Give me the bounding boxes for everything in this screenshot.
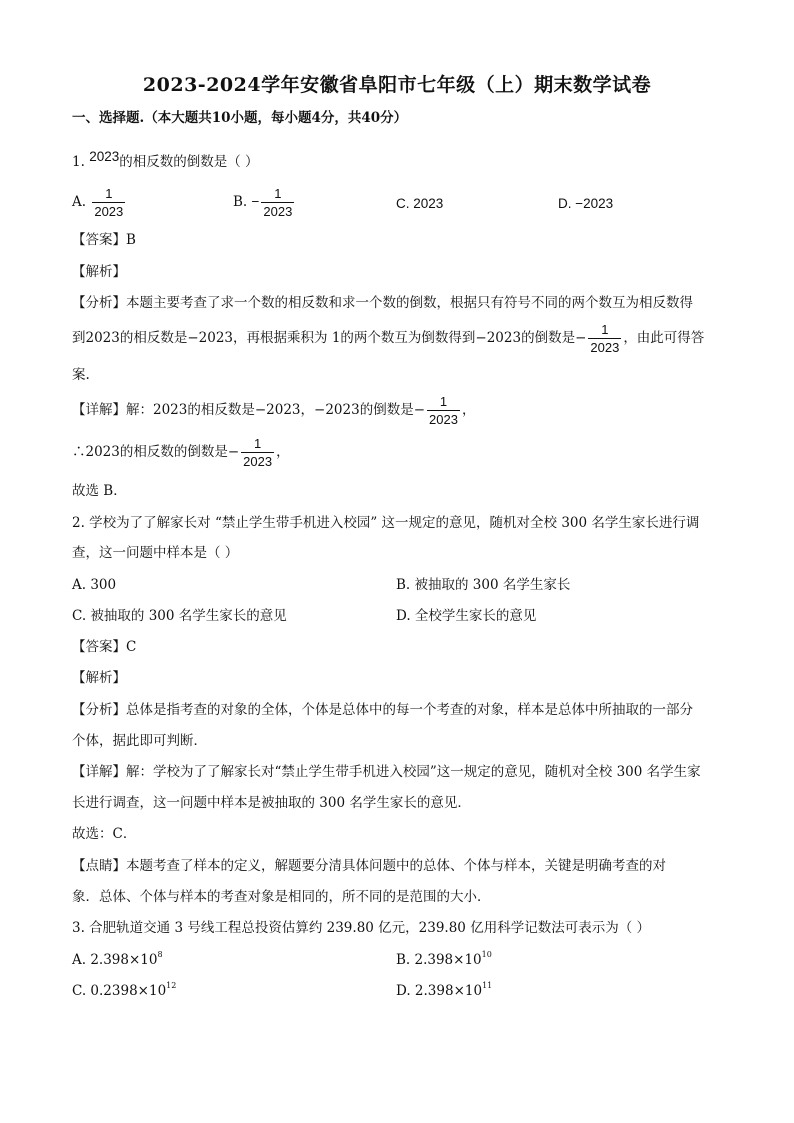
fraction bbox=[241, 436, 274, 469]
question-2-stem-line-2: 查，这一问题中样本是（ ） bbox=[72, 545, 239, 561]
page-title: 2023-2024学年安徽省阜阳市七年级（上）期末数学试卷 bbox=[142, 74, 652, 96]
q3-option-c bbox=[72, 981, 176, 1001]
q1-answer: 【答案】B bbox=[72, 232, 136, 248]
section-heading: 一、选择题.（本大题共10小题，每小题4分，共40分） bbox=[72, 110, 408, 126]
q2-dianjing-line-2: 象．总体、个体与样本的考查对象是相同的，所不同的是范围的大小． bbox=[72, 889, 491, 905]
analysis-text: 到2023的相反数是−2023，再根据乘积为 1的两个数互为倒数得到−2023的倒数是− bbox=[72, 330, 587, 346]
fraction bbox=[92, 186, 125, 219]
option-text: B. 2.398×10 bbox=[396, 952, 482, 968]
question-1-stem bbox=[72, 149, 259, 172]
q2-analysis-line-1: 【分析】总体是指考查的对象的全体，个体是总体中的每一个考查的对象，样本是总体中所抽取的一部分 bbox=[72, 702, 693, 718]
q2-option-b: B. 被抽取的 300 名学生家长 bbox=[396, 577, 571, 593]
q2-analysis-heading: 【解析】 bbox=[72, 670, 126, 686]
exponent: 11 bbox=[482, 981, 493, 990]
exponent: 10 bbox=[481, 950, 492, 959]
q1-analysis-line-3: 案. bbox=[72, 367, 90, 383]
q1-detail-line-1 bbox=[72, 394, 475, 427]
q1-analysis-heading: 【解析】 bbox=[72, 264, 126, 280]
q2-option-a: A. 300 bbox=[72, 577, 117, 593]
therefore-text: ， bbox=[276, 444, 290, 460]
q1-analysis-line-1: 【分析】本题主要考查了求一个数的相反数和求一个数的倒数，根据只有符号不同的两个数互为相反数得 bbox=[72, 295, 693, 311]
option-text: D. 2.398×10 bbox=[396, 983, 483, 999]
numerator: 1 bbox=[105, 186, 113, 201]
numerator: 1 bbox=[439, 394, 448, 409]
fraction bbox=[427, 394, 460, 427]
denominator: 2023 bbox=[94, 204, 124, 219]
stem-text: 的相反数的倒数是（ ） bbox=[119, 154, 259, 170]
q1-choose: 故选 B． bbox=[72, 483, 127, 499]
exponent: 8 bbox=[157, 950, 163, 959]
fraction bbox=[261, 186, 294, 219]
q2-answer: 【答案】C bbox=[72, 639, 137, 655]
q1-therefore-line bbox=[72, 436, 290, 469]
q1-analysis-line-2 bbox=[72, 322, 704, 355]
q3-option-d bbox=[396, 981, 492, 1001]
denominator: 2023 bbox=[590, 340, 620, 355]
q2-dianjing-line-1: 【点睛】本题考查了样本的定义，解题要分清具体问题中的总体、个体与样本，关键是明确考查的对 bbox=[72, 858, 666, 874]
detail-text: 【详解】解：2023的相反数是−2023，−2023的倒数是− bbox=[72, 402, 426, 418]
q2-choose: 故选：C． bbox=[72, 826, 137, 842]
fraction bbox=[588, 322, 621, 355]
option-text: A. 2.398×10 bbox=[72, 952, 158, 968]
option-text: C. 0.2398×10 bbox=[72, 983, 167, 999]
numerator: 1 bbox=[254, 436, 262, 451]
stem-value: 2023 bbox=[89, 149, 120, 164]
denominator: 2023 bbox=[263, 204, 293, 219]
q1-option-a bbox=[72, 186, 127, 219]
denominator: 2023 bbox=[243, 454, 273, 469]
q2-option-c: C. 被抽取的 300 名学生家长的意见 bbox=[72, 608, 287, 624]
option-label: A. bbox=[72, 194, 87, 210]
q3-option-a bbox=[72, 950, 163, 970]
question-3-stem: 3. 合肥轨道交通 3 号线工程总投资估算约 239.80 亿元，239.80 亿用科学记数法可表示为（ ） bbox=[72, 920, 650, 936]
option-label: B. bbox=[233, 194, 248, 210]
minus-sign: − bbox=[251, 194, 260, 209]
denominator: 2023 bbox=[429, 412, 458, 427]
q1-option-d: D. −2023 bbox=[558, 196, 614, 211]
q2-detail-line-1: 【详解】解：学校为了了解家长对“禁止学生带手机进入校园”这一规定的意见，随机对全校 300 名学生家 bbox=[72, 764, 701, 780]
analysis-text: ，由此可得答 bbox=[623, 330, 705, 346]
q1-option-c: C. 2023 bbox=[396, 196, 444, 211]
numerator: 1 bbox=[274, 186, 282, 201]
q2-analysis-line-2: 个体，据此即可判断． bbox=[72, 733, 207, 749]
detail-text: ， bbox=[461, 402, 476, 418]
q1-option-b bbox=[233, 186, 296, 219]
q2-detail-line-2: 长进行调查，这一问题中样本是被抽取的 300 名学生家长的意见． bbox=[72, 795, 471, 811]
q2-option-d: D. 全校学生家长的意见 bbox=[396, 608, 537, 624]
therefore-text: ∴2023的相反数的倒数是− bbox=[72, 444, 240, 460]
numerator: 1 bbox=[601, 322, 609, 337]
question-number: 1. bbox=[72, 154, 85, 170]
question-2-stem-line-1: 2. 学校为了了解家长对 “禁止学生带手机进入校园” 这一规定的意见，随机对全校 300 名学生家长进行调 bbox=[72, 515, 700, 531]
q3-option-b bbox=[396, 950, 492, 970]
exponent: 12 bbox=[166, 981, 177, 990]
